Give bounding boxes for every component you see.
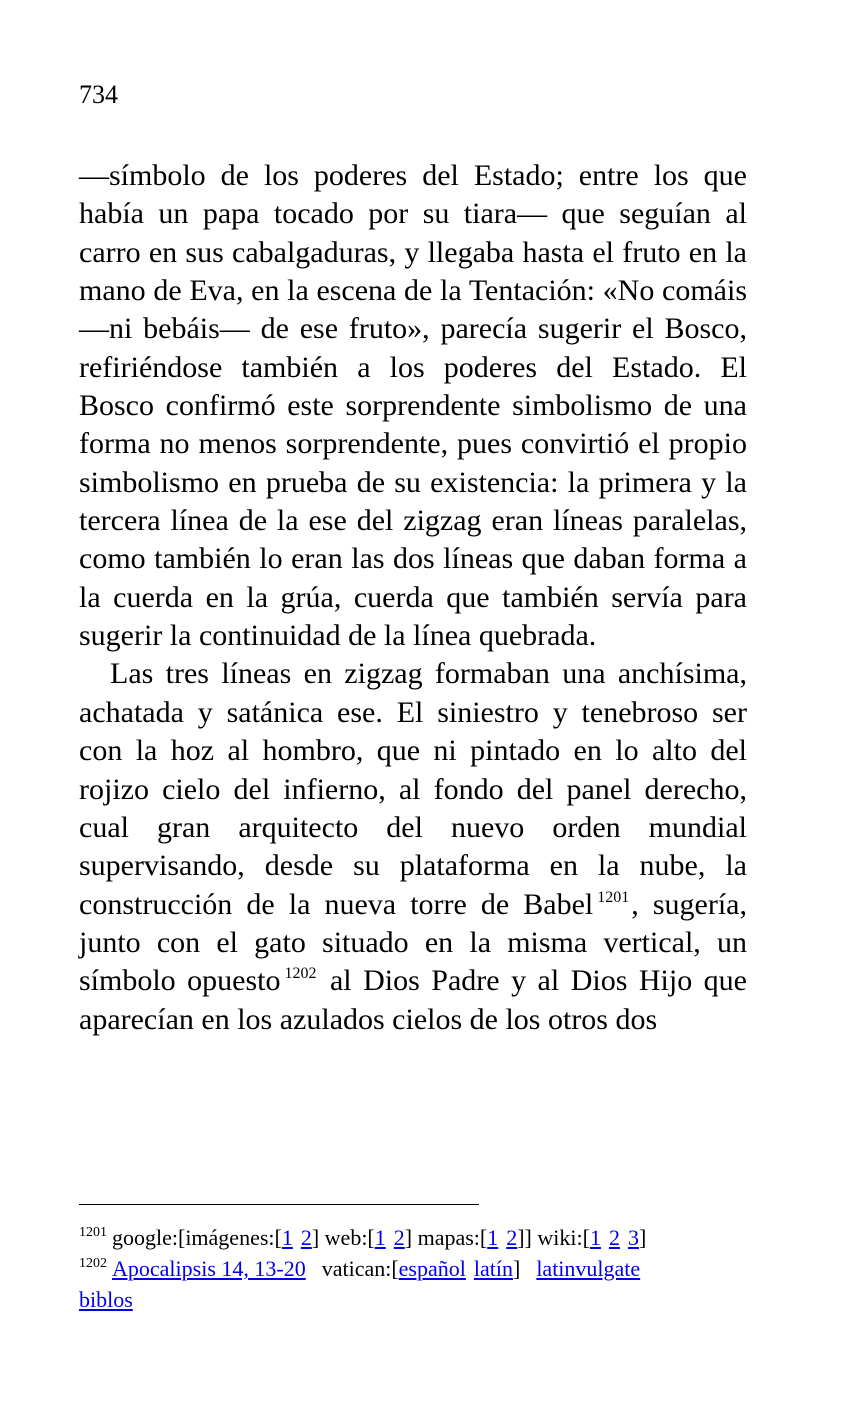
vatican-close: ] (512, 1256, 521, 1281)
images-link-1[interactable]: 1 (281, 1225, 293, 1250)
web-link-1[interactable]: 1 (374, 1225, 386, 1250)
google-label: google:[imágenes:[ (112, 1225, 282, 1250)
maps-link-1[interactable]: 1 (487, 1225, 499, 1250)
web-label: ] web:[ (311, 1225, 375, 1250)
footnote-mark: 1201 (79, 1225, 107, 1240)
footnote-ref-1202[interactable]: 1202 (284, 965, 317, 983)
maps-label: ] mapas:[ (404, 1225, 488, 1250)
footnotes (79, 1222, 759, 1315)
vatican-latin-link[interactable]: latín (473, 1256, 513, 1281)
wiki-label: ]] wiki:[ (517, 1225, 590, 1250)
paragraph-1: —símbolo de los poderes del Estado; entre los que había un papa tocado por su tiara— que seguían al carro en sus cabalgaduras, y llegaba hasta el fruto en la mano de Eva, en la escena de la Tentación: «No comáis —ni bebáis— de ese fruto», parecía sugerir el Bosco, refiriéndose también a los poderes del Estado. El Bosco confirmó este sorprendente simbolismo de una forma no menos sorprendente, pues convirtió el propio simbolismo en prueba de su existencia: la primera y la tercera línea de la ese del zigzag eran líneas paralelas, como también lo eran las dos líneas que daban forma a la cuerda en la grúa, cuerda que también servía para sugerir la continuidad de la línea quebrada. (79, 159, 747, 653)
paragraph-2-part-2: , sugería, junto con el gato situado en la misma vertical, un símbolo opuesto (79, 887, 747, 998)
vatican-spanish-link[interactable]: español (398, 1256, 466, 1281)
wiki-link-2[interactable]: 2 (608, 1225, 620, 1250)
wiki-link-1[interactable]: 1 (589, 1225, 601, 1250)
wiki-link-3[interactable]: 3 (627, 1225, 639, 1250)
images-link-2[interactable]: 2 (300, 1225, 312, 1250)
wiki-close: ] (638, 1225, 647, 1250)
footnote-divider (79, 1204, 479, 1205)
latinvulgate-link[interactable]: latinvulgate (536, 1256, 641, 1281)
footnote-ref-1201[interactable]: 1201 (597, 888, 630, 906)
body-text (79, 157, 747, 1039)
web-link-2[interactable]: 2 (393, 1225, 405, 1250)
paragraph-2 (79, 655, 747, 1038)
biblos-link[interactable]: biblos (79, 1287, 133, 1312)
vatican-label: vatican:[ (321, 1256, 399, 1281)
footnote-1202-continued (79, 1284, 759, 1315)
footnote-1201 (79, 1222, 759, 1253)
footnote-mark: 1202 (79, 1256, 107, 1271)
paragraph-2-part-3: al Dios Padre y al Dios Hijo que aparecían en los azulados cielos de los otros dos (79, 964, 747, 1036)
page-number: 734 (79, 80, 118, 109)
footnote-1202 (79, 1253, 759, 1284)
apocalipsis-link[interactable]: Apocalipsis 14, 13-20 (112, 1256, 306, 1281)
maps-link-2[interactable]: 2 (506, 1225, 518, 1250)
paragraph-2-part-1: Las tres líneas en zigzag formaban una anchísima, achatada y satánica ese. El siniestro y tenebroso ser con la hoz al hombro, que ni pintado en lo alto del rojizo cielo del infierno, al fondo del panel derecho, cual gran arquitecto del nuevo orden mundial supervisando, desde su plataforma en la nube, la construcción de la nueva torre de Babel (79, 657, 747, 921)
